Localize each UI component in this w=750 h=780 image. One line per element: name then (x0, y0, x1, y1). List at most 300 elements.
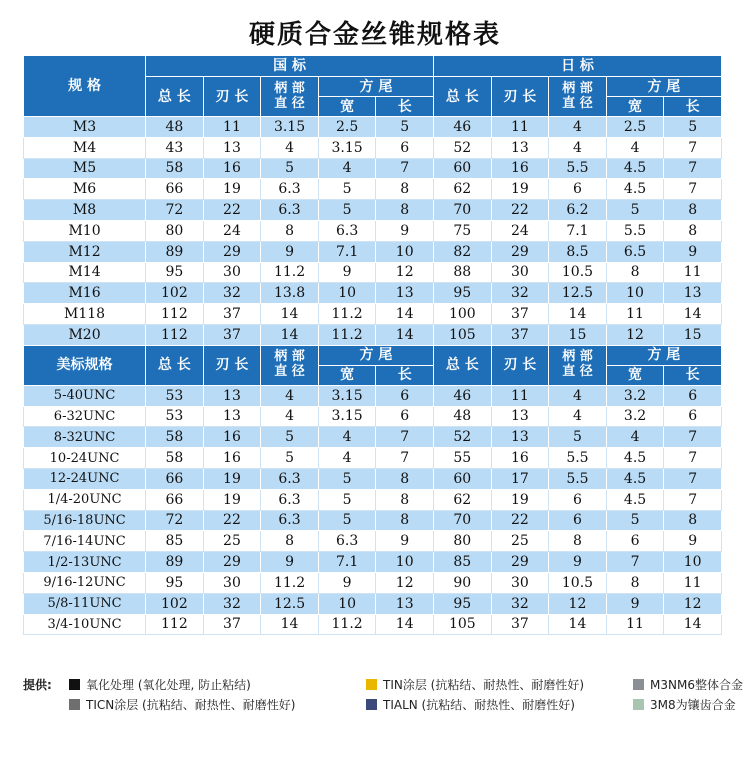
value-cell: 6.3 (261, 200, 319, 221)
value-cell: 5 (664, 117, 722, 138)
table-row (24, 552, 722, 573)
value-cell: 85 (434, 552, 492, 573)
value-cell: 62 (434, 179, 492, 200)
value-cell: 4 (549, 385, 607, 406)
value-cell: 9 (261, 552, 319, 573)
value-cell: 52 (434, 137, 492, 158)
header-shank-diameter-jis-text: 柄 部 直 径 (562, 80, 593, 111)
ticn-swatch-icon (69, 699, 80, 710)
value-cell: 6 (664, 406, 722, 427)
value-cell: 29 (491, 241, 549, 262)
value-cell: 4 (549, 137, 607, 158)
value-cell: 29 (203, 552, 261, 573)
value-cell: 6.3 (318, 220, 376, 241)
value-cell: 11 (664, 262, 722, 283)
value-cell: 13 (664, 283, 722, 304)
value-cell: 15 (549, 324, 607, 345)
header-square-tail-jis: 方 尾 (606, 77, 721, 97)
value-cell: 102 (146, 593, 204, 614)
value-cell: 11.2 (318, 304, 376, 325)
header-width-us: 宽 (318, 365, 376, 385)
header-total-length: 总 长 (146, 77, 204, 117)
value-cell: 90 (434, 572, 492, 593)
spec-cell: 10-24UNC (24, 448, 146, 469)
value-cell: 11 (606, 614, 664, 635)
value-cell: 6 (549, 179, 607, 200)
spec-cell: M5 (24, 158, 146, 179)
table-row (24, 283, 722, 304)
value-cell: 48 (434, 406, 492, 427)
value-cell: 11 (491, 385, 549, 406)
value-cell: 3.2 (606, 406, 664, 427)
empty-cell (261, 635, 319, 655)
legend-item-label: 3M8为镶齿合金 (650, 697, 736, 712)
value-cell: 32 (491, 593, 549, 614)
header-edge-length-us-jis: 刃 长 (491, 345, 549, 385)
value-cell: 5 (318, 510, 376, 531)
value-cell: 6.3 (261, 468, 319, 489)
value-cell: 22 (491, 510, 549, 531)
value-cell: 4 (318, 158, 376, 179)
value-cell: 55 (434, 448, 492, 469)
value-cell: 16 (203, 448, 261, 469)
value-cell: 13 (491, 406, 549, 427)
empty-cell (24, 635, 146, 655)
m3nm6-swatch-icon (633, 679, 644, 690)
value-cell: 5 (261, 427, 319, 448)
table-row (24, 531, 722, 552)
value-cell: 66 (146, 489, 204, 510)
value-cell: 5 (606, 200, 664, 221)
legend-item (633, 696, 736, 712)
value-cell: 11 (606, 304, 664, 325)
header-us-spec: 美标规格 (24, 345, 146, 385)
value-cell: 112 (146, 324, 204, 345)
value-cell: 105 (434, 324, 492, 345)
value-cell: 5 (261, 448, 319, 469)
value-cell: 95 (434, 283, 492, 304)
value-cell: 14 (376, 324, 434, 345)
value-cell: 14 (261, 324, 319, 345)
header-guobiao: 国 标 (146, 56, 434, 77)
value-cell: 30 (203, 262, 261, 283)
value-cell: 4 (318, 427, 376, 448)
value-cell: 7 (376, 158, 434, 179)
3m8-swatch-icon (633, 699, 644, 710)
header-edge-length: 刃 长 (203, 77, 261, 117)
value-cell: 37 (491, 304, 549, 325)
value-cell: 25 (491, 531, 549, 552)
value-cell: 13 (491, 137, 549, 158)
value-cell: 6.3 (318, 531, 376, 552)
value-cell: 25 (203, 531, 261, 552)
value-cell: 43 (146, 137, 204, 158)
value-cell: 52 (434, 427, 492, 448)
spec-cell: M16 (24, 283, 146, 304)
value-cell: 7 (664, 489, 722, 510)
spec-cell: M4 (24, 137, 146, 158)
value-cell: 24 (491, 220, 549, 241)
value-cell: 19 (203, 179, 261, 200)
tin-swatch-icon (366, 679, 377, 690)
value-cell: 13 (491, 427, 549, 448)
header-shank-diameter-us-text: 柄 部 直 径 (274, 349, 305, 380)
header-shank-diameter-us (261, 345, 319, 385)
value-cell: 8 (606, 262, 664, 283)
value-cell: 32 (203, 283, 261, 304)
table-row (24, 468, 722, 489)
value-cell: 11.2 (318, 614, 376, 635)
legend-item (633, 676, 743, 692)
value-cell: 4 (261, 385, 319, 406)
value-cell: 30 (203, 572, 261, 593)
value-cell: 7 (606, 552, 664, 573)
value-cell: 80 (434, 531, 492, 552)
value-cell: 3.2 (606, 385, 664, 406)
value-cell: 9 (318, 262, 376, 283)
value-cell: 9 (664, 241, 722, 262)
value-cell: 70 (434, 510, 492, 531)
value-cell: 75 (434, 220, 492, 241)
value-cell: 105 (434, 614, 492, 635)
value-cell: 6.2 (549, 200, 607, 221)
legend-item-label: TIN涂层 (抗粘结、耐热性、耐磨性好) (383, 677, 585, 692)
value-cell: 16 (203, 427, 261, 448)
spec-cell: 5-40UNC (24, 385, 146, 406)
value-cell: 70 (434, 200, 492, 221)
value-cell: 14 (376, 614, 434, 635)
value-cell: 37 (491, 324, 549, 345)
value-cell: 6 (376, 406, 434, 427)
value-cell: 13.8 (261, 283, 319, 304)
table-row (24, 324, 722, 345)
header-length: 长 (376, 97, 434, 117)
value-cell: 29 (491, 552, 549, 573)
value-cell: 6.5 (606, 241, 664, 262)
value-cell: 13 (376, 593, 434, 614)
value-cell: 14 (664, 304, 722, 325)
value-cell: 10 (318, 283, 376, 304)
value-cell: 7 (376, 448, 434, 469)
header-square-tail: 方 尾 (318, 77, 433, 97)
value-cell: 13 (203, 385, 261, 406)
empty-cell (318, 635, 376, 655)
value-cell: 53 (146, 406, 204, 427)
spec-cell: M6 (24, 179, 146, 200)
value-cell: 3.15 (318, 385, 376, 406)
value-cell: 89 (146, 241, 204, 262)
value-cell: 4 (318, 448, 376, 469)
table-row (24, 593, 722, 614)
value-cell: 60 (434, 158, 492, 179)
value-cell: 37 (203, 614, 261, 635)
value-cell: 10 (664, 552, 722, 573)
table-row (24, 572, 722, 593)
value-cell: 22 (491, 200, 549, 221)
value-cell: 9 (318, 572, 376, 593)
legend-item (69, 696, 295, 712)
value-cell: 58 (146, 427, 204, 448)
value-cell: 85 (146, 531, 204, 552)
value-cell: 12 (376, 572, 434, 593)
value-cell: 6 (376, 137, 434, 158)
value-cell: 8 (376, 200, 434, 221)
value-cell: 12 (664, 593, 722, 614)
value-cell: 4.5 (606, 448, 664, 469)
value-cell: 5 (318, 489, 376, 510)
value-cell: 6 (606, 531, 664, 552)
value-cell: 6 (664, 385, 722, 406)
table-row (24, 137, 722, 158)
table-row (24, 614, 722, 635)
tialn-swatch-icon (366, 699, 377, 710)
value-cell: 11.2 (261, 262, 319, 283)
value-cell: 5.5 (549, 468, 607, 489)
value-cell: 13 (376, 283, 434, 304)
value-cell: 6.3 (261, 489, 319, 510)
value-cell: 22 (203, 200, 261, 221)
table-row (24, 158, 722, 179)
value-cell: 8 (664, 220, 722, 241)
value-cell: 8 (606, 572, 664, 593)
table-row (24, 220, 722, 241)
table-row (24, 427, 722, 448)
empty-cell (549, 635, 607, 655)
value-cell: 7 (664, 137, 722, 158)
value-cell: 29 (203, 241, 261, 262)
value-cell: 7 (664, 427, 722, 448)
value-cell: 5 (318, 179, 376, 200)
value-cell: 112 (146, 304, 204, 325)
legend-item-label: TICN涂层 (抗粘结、耐热性、耐磨性好) (86, 697, 296, 712)
value-cell: 88 (434, 262, 492, 283)
empty-cell (434, 635, 492, 655)
value-cell: 12.5 (549, 283, 607, 304)
value-cell: 10.5 (549, 572, 607, 593)
header-length-us-jis: 长 (664, 365, 722, 385)
spec-cell: 1/2-13UNC (24, 552, 146, 573)
header-square-tail-us: 方 尾 (318, 345, 433, 365)
value-cell: 37 (491, 614, 549, 635)
value-cell: 8 (549, 531, 607, 552)
empty-cell (606, 635, 664, 655)
value-cell: 5 (376, 117, 434, 138)
value-cell: 53 (146, 385, 204, 406)
value-cell: 16 (491, 448, 549, 469)
spec-cell: 5/8-11UNC (24, 593, 146, 614)
table-row (24, 385, 722, 406)
empty-cell (376, 635, 434, 655)
value-cell: 4 (606, 427, 664, 448)
value-cell: 4 (549, 406, 607, 427)
spec-cell: M10 (24, 220, 146, 241)
value-cell: 6 (549, 489, 607, 510)
value-cell: 8.5 (549, 241, 607, 262)
value-cell: 46 (434, 117, 492, 138)
value-cell: 72 (146, 200, 204, 221)
empty-cell (203, 635, 261, 655)
legend-provide (23, 676, 52, 692)
value-cell: 19 (203, 489, 261, 510)
spec-cell: 8-32UNC (24, 427, 146, 448)
table-row (24, 304, 722, 325)
value-cell: 37 (203, 324, 261, 345)
value-cell: 4.5 (606, 179, 664, 200)
value-cell: 5.5 (606, 220, 664, 241)
value-cell: 8 (664, 510, 722, 531)
spec-cell: M3 (24, 117, 146, 138)
value-cell: 13 (203, 406, 261, 427)
value-cell: 12 (549, 593, 607, 614)
spec-cell: 7/16-14UNC (24, 531, 146, 552)
value-cell: 30 (491, 572, 549, 593)
value-cell: 14 (549, 614, 607, 635)
value-cell: 95 (434, 593, 492, 614)
value-cell: 32 (203, 593, 261, 614)
value-cell: 3.15 (261, 117, 319, 138)
spec-cell: 12-24UNC (24, 468, 146, 489)
value-cell: 11 (664, 572, 722, 593)
value-cell: 8 (376, 468, 434, 489)
spec-cell: 9/16-12UNC (24, 572, 146, 593)
value-cell: 72 (146, 510, 204, 531)
header-shank-diameter-text: 柄 部 直 径 (274, 80, 305, 111)
value-cell: 95 (146, 572, 204, 593)
value-cell: 6.3 (261, 179, 319, 200)
value-cell: 14 (664, 614, 722, 635)
value-cell: 5 (318, 468, 376, 489)
value-cell: 112 (146, 614, 204, 635)
value-cell: 5.5 (549, 158, 607, 179)
value-cell: 2.5 (606, 117, 664, 138)
value-cell: 6 (549, 510, 607, 531)
header-shank-diameter (261, 77, 319, 117)
value-cell: 58 (146, 158, 204, 179)
value-cell: 17 (491, 468, 549, 489)
value-cell: 3.15 (318, 406, 376, 427)
value-cell: 7 (664, 468, 722, 489)
header-shank-diameter-us-jis-text: 柄 部 直 径 (562, 349, 593, 380)
value-cell: 30 (491, 262, 549, 283)
value-cell: 7.1 (549, 220, 607, 241)
value-cell: 5 (549, 427, 607, 448)
legend-item-label: 氧化处理 (氧化处理, 防止粘结) (86, 677, 251, 692)
value-cell: 16 (203, 158, 261, 179)
value-cell: 7.1 (318, 552, 376, 573)
value-cell: 102 (146, 283, 204, 304)
value-cell: 5 (261, 158, 319, 179)
value-cell: 4 (261, 406, 319, 427)
value-cell: 9 (664, 531, 722, 552)
value-cell: 5.5 (549, 448, 607, 469)
table-row (24, 406, 722, 427)
page-title: 硬质合金丝锥规格表 (248, 20, 501, 50)
value-cell: 12 (606, 324, 664, 345)
value-cell: 11.2 (318, 324, 376, 345)
value-cell: 10 (376, 241, 434, 262)
spec-cell: M118 (24, 304, 146, 325)
empty-cell (491, 635, 549, 655)
value-cell: 7.1 (318, 241, 376, 262)
value-cell: 22 (203, 510, 261, 531)
header-total-length-us-jis: 总 长 (434, 345, 492, 385)
spec-cell: 5/16-18UNC (24, 510, 146, 531)
value-cell: 14 (376, 304, 434, 325)
value-cell: 10 (376, 552, 434, 573)
header-total-length-jis: 总 长 (434, 77, 492, 117)
value-cell: 10 (606, 283, 664, 304)
value-cell: 4.5 (606, 489, 664, 510)
value-cell: 58 (146, 448, 204, 469)
value-cell: 82 (434, 241, 492, 262)
value-cell: 3.15 (318, 137, 376, 158)
value-cell: 7 (664, 179, 722, 200)
value-cell: 9 (606, 593, 664, 614)
header-ribiao: 日 标 (434, 56, 722, 77)
value-cell: 7 (664, 448, 722, 469)
value-cell: 14 (261, 304, 319, 325)
value-cell: 10 (318, 593, 376, 614)
value-cell: 46 (434, 385, 492, 406)
empty-cell (664, 635, 722, 655)
empty-cell (146, 635, 204, 655)
table-row (24, 262, 722, 283)
spec-cell: M12 (24, 241, 146, 262)
table-row (24, 489, 722, 510)
value-cell: 8 (376, 510, 434, 531)
spec-table (23, 55, 722, 655)
legend-item (69, 676, 251, 692)
value-cell: 10.5 (549, 262, 607, 283)
spec-cell: 3/4-10UNC (24, 614, 146, 635)
value-cell: 11 (203, 117, 261, 138)
value-cell: 4 (261, 137, 319, 158)
value-cell: 11 (491, 117, 549, 138)
legend-item-label: M3NM6整体合金 (650, 677, 743, 692)
value-cell: 8 (664, 200, 722, 221)
value-cell: 4.5 (606, 158, 664, 179)
value-cell: 9 (376, 220, 434, 241)
header-width: 宽 (318, 97, 376, 117)
value-cell: 89 (146, 552, 204, 573)
header-shank-diameter-us-jis (549, 345, 607, 385)
legend-item (366, 696, 575, 712)
header-length-jis: 长 (664, 97, 722, 117)
value-cell: 8 (261, 220, 319, 241)
value-cell: 19 (491, 489, 549, 510)
header-spec: 规 格 (24, 56, 146, 117)
header-width-us-jis: 宽 (606, 365, 664, 385)
value-cell: 14 (549, 304, 607, 325)
value-cell: 19 (491, 179, 549, 200)
value-cell: 6 (376, 385, 434, 406)
value-cell: 4 (549, 117, 607, 138)
value-cell: 66 (146, 179, 204, 200)
spec-cell: M20 (24, 324, 146, 345)
table-row (24, 241, 722, 262)
value-cell: 4.5 (606, 468, 664, 489)
header-total-length-us: 总 长 (146, 345, 204, 385)
header-length-us: 长 (376, 365, 434, 385)
value-cell: 5 (318, 200, 376, 221)
header-square-tail-us-jis: 方 尾 (606, 345, 721, 365)
value-cell: 14 (261, 614, 319, 635)
value-cell: 9 (376, 531, 434, 552)
value-cell: 19 (203, 468, 261, 489)
value-cell: 60 (434, 468, 492, 489)
empty-row (24, 635, 722, 655)
table-row (24, 200, 722, 221)
